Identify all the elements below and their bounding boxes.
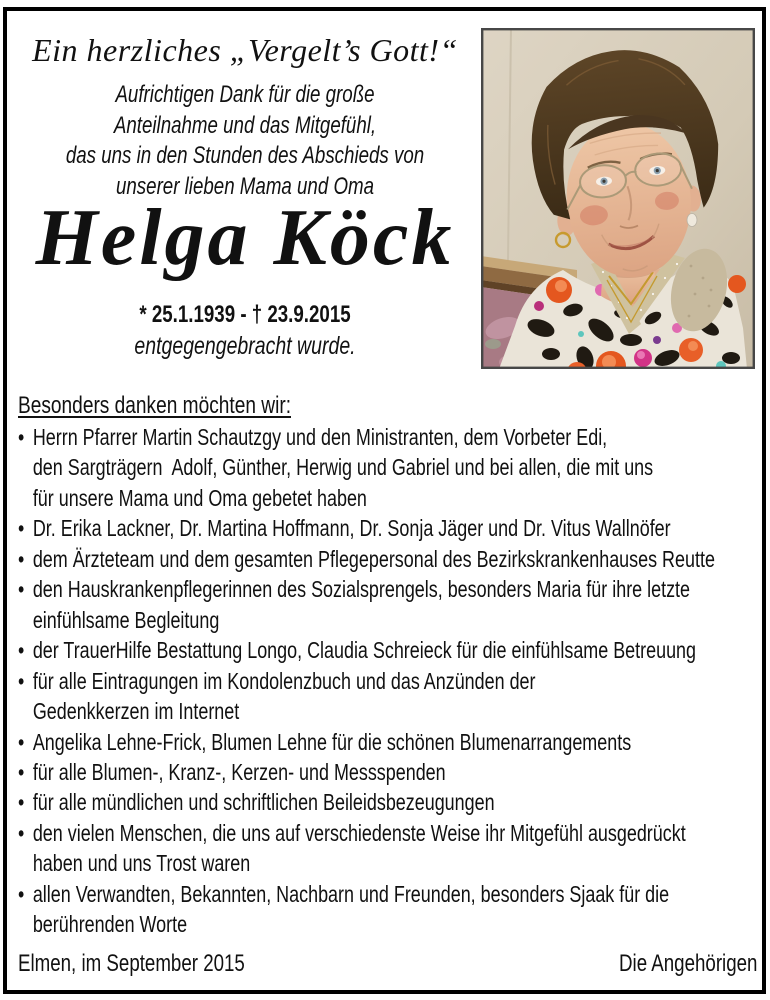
bullet-point: •: [18, 819, 25, 846]
intro-line-4: unserer lieben Mama und Oma: [115, 172, 375, 200]
footer: [18, 950, 758, 978]
thanks-item-line: für alle Eintragungen im Kondolenzbuch und das Anzünden der: [32, 667, 536, 694]
thanks-item-line: Angelika Lehne-Frick, Blumen Lehne für die schönen Blumenarrangements: [32, 728, 632, 755]
signature: Die Angehörigen: [619, 950, 758, 977]
thanks-item: [18, 635, 757, 665]
bullet-point: •: [18, 424, 25, 450]
thanks-item-line: der TrauerHilfe Bestattung Longo, Claudia Schreieck für die einfühlsame Betreuung: [32, 637, 697, 664]
thanks-item-line: einfühlsame Begleitung: [32, 606, 220, 633]
intro-line-2: Anteilnahme und das Mitgefühl,: [113, 111, 377, 139]
thanks-item: [18, 666, 757, 727]
thanks-item-line: allen Verwandten, Bekannten, Nachbarn und Freunden, besonders Sjaak für die: [32, 880, 670, 907]
thanks-item: [18, 513, 757, 543]
thanks-item-line: für unsere Mama und Oma gebetet haben: [32, 484, 367, 511]
life-dates: * 25.1.1939 - † 23.9.2015: [139, 301, 351, 328]
bullet-point: •: [18, 576, 25, 603]
thanks-item-line: haben und uns Trost waren: [32, 850, 251, 877]
intro-text: [10, 80, 480, 202]
intro-line-3: das uns in den Stunden des Abschieds von: [65, 142, 425, 169]
portrait-illustration: [481, 28, 755, 369]
pearl-earring: [687, 214, 697, 227]
place-date: Elmen, im September 2015: [18, 950, 245, 977]
bullet-point: •: [18, 667, 25, 694]
thanks-item: [18, 787, 757, 817]
closing-line: entgegengebracht wurde.: [134, 332, 356, 360]
thanks-item-line: Gedenkkerzen im Internet: [32, 698, 240, 725]
bullet-point: •: [18, 515, 25, 542]
intro-line-1: Aufrichtigen Dank für die große: [115, 81, 375, 108]
thanks-item: [18, 422, 757, 513]
bullet-point: •: [18, 545, 25, 572]
thanks-item-line: den Hauskrankenpflegerinnen des Sozialsprengels, besonders Maria für ihre letzte: [32, 576, 691, 603]
thanks-item-line: dem Ärzteteam und dem gesamten Pflegepersonal des Bezirkskrankenhauses Reutte: [32, 545, 715, 572]
thanks-list: [18, 422, 757, 940]
title: Ein herzliches „Vergelt’s Gott!“: [32, 32, 458, 68]
bullet-point: •: [18, 880, 25, 907]
thanks-section: [18, 422, 758, 940]
thanks-item-line: den vielen Menschen, die uns auf verschiedenste Weise ihr Mitgefühl ausgedrückt: [32, 819, 686, 846]
deceased-name: Helga Köck: [35, 194, 455, 282]
thanks-item-line: Dr. Erika Lackner, Dr. Martina Hoffmann, Dr. Sonja Jäger und Dr. Vitus Wallnöfer: [32, 515, 671, 542]
bullet-point: •: [18, 758, 25, 785]
portrait-photo: [481, 28, 755, 369]
thanks-item-line: für alle mündlichen und schriftlichen Beileidsbezeugungen: [32, 789, 495, 816]
thanks-item-line: Herrn Pfarrer Martin Schautzgy und den Ministranten, dem Vorbeter Edi,: [32, 424, 608, 450]
thanks-item: [18, 727, 757, 757]
thanks-item: [18, 757, 757, 787]
bullet-point: •: [18, 789, 25, 816]
thanks-heading: Besonders danken möchten wir:: [18, 392, 291, 419]
thanks-item: [18, 879, 757, 940]
thanks-item-line: für alle Blumen-, Kranz-, Kerzen- und Messspenden: [32, 758, 446, 785]
thanks-item: [18, 818, 757, 879]
bullet-point: •: [18, 637, 25, 664]
thanks-item-line: den Sargträgern Adolf, Günther, Herwig und Gabriel und bei allen, die mit uns: [32, 454, 654, 481]
thanks-item-line: berührenden Worte: [32, 911, 188, 938]
thanks-item: [18, 544, 757, 574]
thanks-item: [18, 574, 757, 635]
bullet-point: •: [18, 728, 25, 755]
